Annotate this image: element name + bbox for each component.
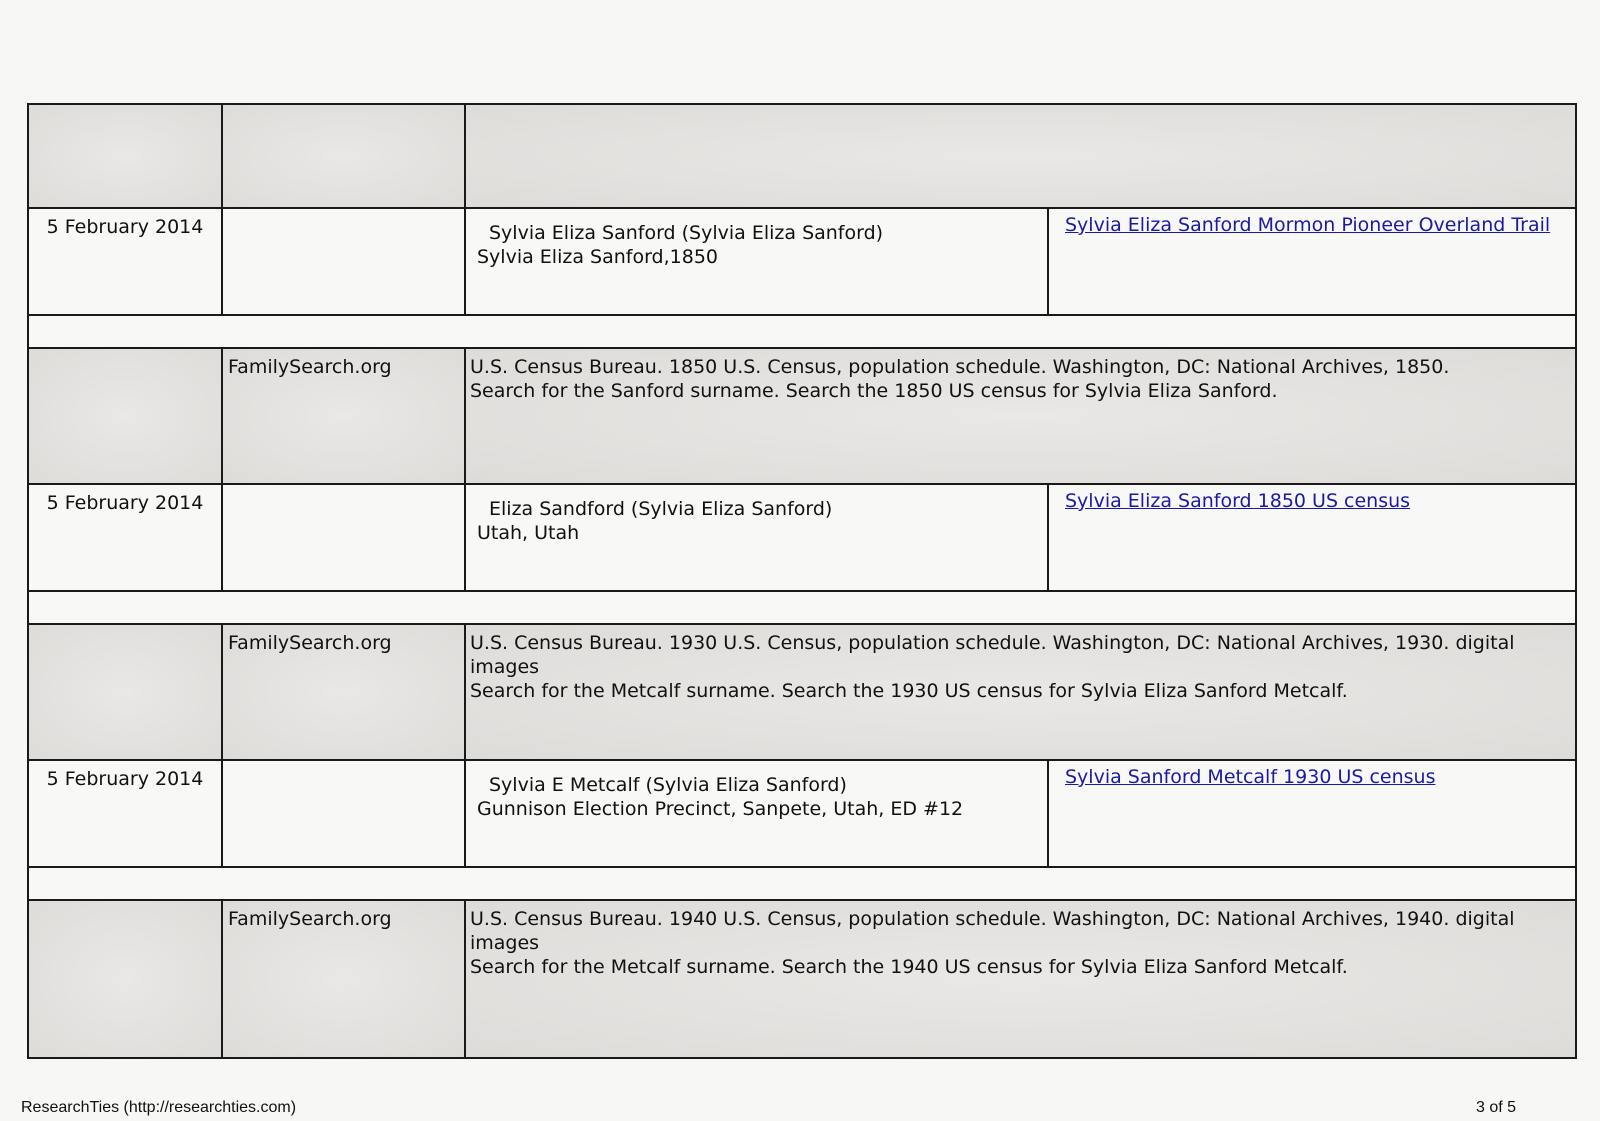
spacer-row [28,591,1576,624]
result-link-cell [1048,208,1576,315]
search-row [28,624,1576,760]
search-note: Search for the Sanford surname. Search the 1850 US census for Sylvia Eliza Sanford. [470,380,1278,402]
result-date: 5 February 2014 [28,208,222,315]
search-row [28,348,1576,484]
empty-cell [28,624,222,760]
spacer-row [28,315,1576,348]
result-date: 5 February 2014 [28,760,222,867]
page-number: 3 of 5 [1476,1099,1517,1116]
empty-cell [28,104,222,208]
citation: U.S. Census Bureau. 1940 U.S. Census, population schedule. Washington, DC: National Archives, 1940. digital images [470,908,1515,954]
citation-cell [465,348,1576,484]
citation: U.S. Census Bureau. 1850 U.S. Census, population schedule. Washington, DC: National Archives, 1850. [470,356,1450,378]
research-log-table [27,103,1577,1059]
result-detail: Sylvia Eliza Sanford,1850 [477,246,718,268]
result-link[interactable]: Sylvia Sanford Metcalf 1930 US census [1065,766,1436,788]
result-name: Sylvia Eliza Sanford (Sylvia Eliza Sanford) [489,222,884,244]
search-note: Search for the Metcalf surname. Search the 1940 US census for Sylvia Eliza Sanford Metcalf. [470,956,1348,978]
result-name-cell [465,484,1048,591]
citation: U.S. Census Bureau. 1930 U.S. Census, population schedule. Washington, DC: National Archives, 1930. digital images [470,632,1515,678]
result-detail: Gunnison Election Precinct, Sanpete, Utah, ED #12 [477,798,964,820]
search-row-continued [28,104,1576,208]
result-date: 5 February 2014 [28,484,222,591]
citation-cell [465,624,1576,760]
result-row [28,208,1576,315]
result-row [28,484,1576,591]
repository: FamilySearch.org [222,900,465,1058]
empty-cell [28,900,222,1058]
empty-cell [222,760,465,867]
empty-cell [222,484,465,591]
search-note: Search for the Metcalf surname. Search the 1930 US census for Sylvia Eliza Sanford Metcalf. [470,680,1348,702]
result-link[interactable]: Sylvia Eliza Sanford Mormon Pioneer Overland Trail [1065,214,1551,236]
result-link[interactable]: Sylvia Eliza Sanford 1850 US census [1065,490,1411,512]
result-row [28,760,1576,867]
footer-source: ResearchTies (http://researchties.com) [21,1099,297,1116]
result-name-cell [465,760,1048,867]
result-detail: Utah, Utah [477,522,580,544]
repository: FamilySearch.org [222,348,465,484]
result-name: Sylvia E Metcalf (Sylvia Eliza Sanford) [489,774,847,796]
empty-cell [465,104,1576,208]
empty-cell [222,104,465,208]
result-link-cell [1048,484,1576,591]
search-row [28,900,1576,1058]
citation-cell [465,900,1576,1058]
spacer-row [28,867,1576,900]
empty-cell [28,348,222,484]
result-link-cell [1048,760,1576,867]
repository: FamilySearch.org [222,624,465,760]
empty-cell [222,208,465,315]
result-name-cell [465,208,1048,315]
result-name: Eliza Sandford (Sylvia Eliza Sanford) [489,498,833,520]
